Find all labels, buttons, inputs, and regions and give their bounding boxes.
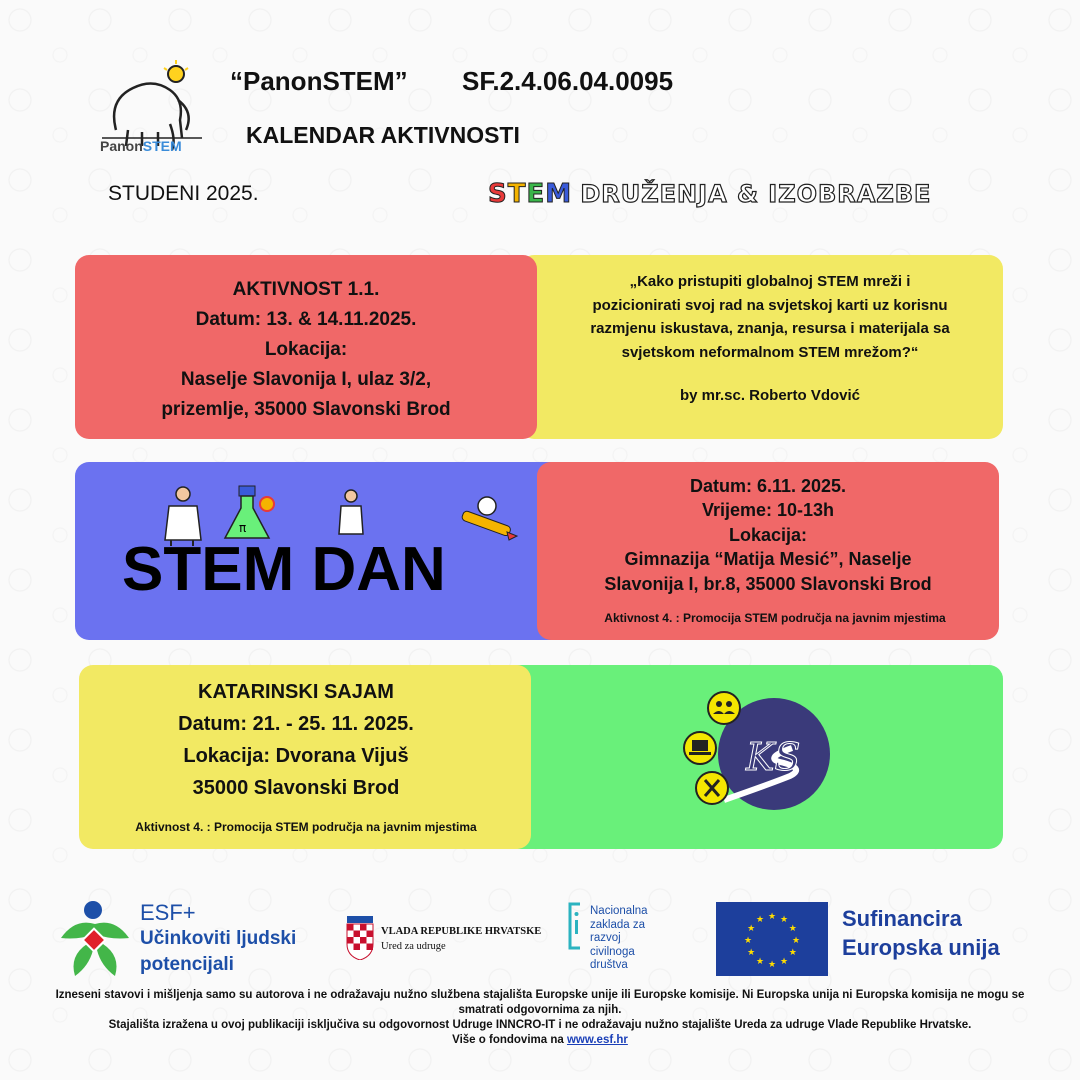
quote-line-4: svjetskom neformalnom STEM mrežom?“ xyxy=(621,343,919,361)
tagline-letter-m: M xyxy=(545,179,573,209)
quote-line-1: „Kako pristupiti globalnoj STEM mreži i xyxy=(629,273,911,290)
event-date: Datum: 6.11. 2025. xyxy=(689,475,847,496)
flask-icon xyxy=(225,486,274,538)
tagline-letter-t: T xyxy=(507,179,527,209)
laptop-icon xyxy=(684,732,716,764)
nz-line4: civilnoga xyxy=(590,945,635,958)
block3-note: Aktivnost 4. : Promocija STEM područja na javnim mjestima xyxy=(135,820,477,834)
more-info-prefix: Više o fondovima na xyxy=(452,1034,567,1046)
activity-location-line1: Naselje Slavonija I, ulaz 3/2, xyxy=(180,369,432,390)
svg-text:π: π xyxy=(239,521,247,535)
fair-location: Lokacija: Dvorana Vijuš xyxy=(183,745,409,767)
block2-event-info xyxy=(540,470,996,600)
esf-logo xyxy=(55,900,325,980)
panonstem-logo xyxy=(98,60,206,160)
block3-fair-info xyxy=(79,676,513,804)
vlada-line1: VLADA REPUBLIKE HRVATSKE xyxy=(381,926,542,937)
block1-quote xyxy=(540,270,1000,420)
nzrcd-logo xyxy=(566,900,696,980)
more-info xyxy=(40,1033,1040,1048)
esf-title: ESF+ xyxy=(140,900,196,925)
tagline-letter-s: S xyxy=(488,179,508,209)
eu-star-icon: ★ xyxy=(767,959,777,969)
nz-line5: društva xyxy=(590,959,628,971)
event-location-label: Lokacija: xyxy=(728,524,808,545)
quote-line-3: razmjenu iskustava, znanja, resursa i materijala sa xyxy=(590,320,950,337)
katarinski-sajam-logo xyxy=(680,688,835,812)
esf-flower-icon xyxy=(55,900,135,980)
eu-star-icon: ★ xyxy=(755,914,765,925)
page-title: KALENDAR AKTIVNOSTI xyxy=(246,122,520,148)
esf-line2: potencijali xyxy=(140,954,234,975)
activity-title: AKTIVNOST 1.1. xyxy=(232,279,380,300)
project-code: SF.2.4.06.04.0095 xyxy=(462,66,674,96)
activity-location-label: Lokacija: xyxy=(264,339,348,360)
esf-link[interactable]: www.esf.hr xyxy=(566,1034,628,1046)
eu-star-icon: ★ xyxy=(791,935,801,945)
tagline-rest: DRUŽENJA & IZOBRAZBE xyxy=(580,180,932,208)
block2-note: Aktivnost 4. : Promocija STEM područja na javnim mjestima xyxy=(604,611,946,625)
nzrcd-text xyxy=(590,905,648,973)
eu-star-icon: ★ xyxy=(767,911,777,921)
block1-activity-info xyxy=(75,270,537,430)
eu-line1: Sufinancira xyxy=(842,906,962,931)
svg-text:KS: KS xyxy=(746,735,801,779)
scientist-small-icon xyxy=(339,490,363,534)
logo-text-stem: STEM xyxy=(142,138,182,154)
tagline-letter-e: E xyxy=(526,179,546,209)
fair-date: Datum: 21. - 25. 11. 2025. xyxy=(178,713,414,735)
disclaimer-inncro: Stajališta izražena u ovoj publikaciji isključiva su odgovornost Udruge INNCRO-IT i ne odražavaju nužno stajalište Ureda za udruge Vlade Republike Hrvatske. xyxy=(108,1019,972,1031)
bracket-icon xyxy=(566,900,586,952)
eu-star-icon: ★ xyxy=(788,923,797,933)
vlada-logo xyxy=(345,916,545,966)
event-time: Vrijeme: 10-13h xyxy=(701,500,835,521)
activity-location-line2: prizemlje, 35000 Slavonski Brod xyxy=(161,399,451,420)
logo-text-panon: Panon xyxy=(100,138,143,154)
eu-star-icon: ★ xyxy=(747,947,756,957)
eu-star-icon: ★ xyxy=(755,955,765,966)
stem-tagline xyxy=(488,178,931,209)
vlada-line2: Ured za udruge xyxy=(381,941,446,952)
project-name: “PanonSTEM” xyxy=(230,66,408,96)
astronaut-rocket-icon xyxy=(461,497,517,540)
eu-flag xyxy=(716,902,828,976)
eu-star-icon: ★ xyxy=(779,914,789,925)
nz-line1: Nacionalna xyxy=(590,905,648,917)
event-location-line1: Gimnazija “Matija Mesić”, Naselje xyxy=(624,549,912,570)
disclaimer-eu: Izneseni stavovi i mišljenja samo su autorova i ne odražavaju nužno službena stajališta Europske unije ili Europske komisije. Ni Europska unija ni Europska komisija ne mogu se smatrati odgovornima za njih. xyxy=(55,989,1025,1016)
cutlery-icon xyxy=(696,772,728,804)
quote-author: by mr.sc. Roberto Vdović xyxy=(679,387,861,404)
eu-star-icon: ★ xyxy=(779,955,789,966)
month-label: STUDENI 2025. xyxy=(108,182,259,205)
people-icon xyxy=(708,692,740,724)
activity-date: Datum: 13. & 14.11.2025. xyxy=(195,309,417,330)
eu-star-icon: ★ xyxy=(788,947,797,957)
nz-line2: zaklada za xyxy=(590,918,645,931)
nz-line3: razvoj xyxy=(590,932,621,944)
fair-title: KATARINSKI SAJAM xyxy=(198,681,394,703)
croatian-coat-of-arms-icon xyxy=(345,916,375,960)
stem-dan-title: STEM DAN xyxy=(122,535,446,604)
quote-line-2: pozicionirati svoj rad na svjetskoj karti uz korisnu xyxy=(592,296,948,314)
fair-city: 35000 Slavonski Brod xyxy=(192,777,400,799)
eu-line2: Europska unija xyxy=(842,935,1000,960)
eu-stars-icon xyxy=(716,902,828,976)
disclaimer xyxy=(40,988,1040,1048)
esf-line1: Učinkoviti ljudski xyxy=(140,928,297,949)
eu-star-icon: ★ xyxy=(743,935,753,945)
event-location-line2: Slavonija I, br.8, 35000 Slavonski Brod xyxy=(604,573,932,594)
eu-star-icon: ★ xyxy=(747,923,756,933)
